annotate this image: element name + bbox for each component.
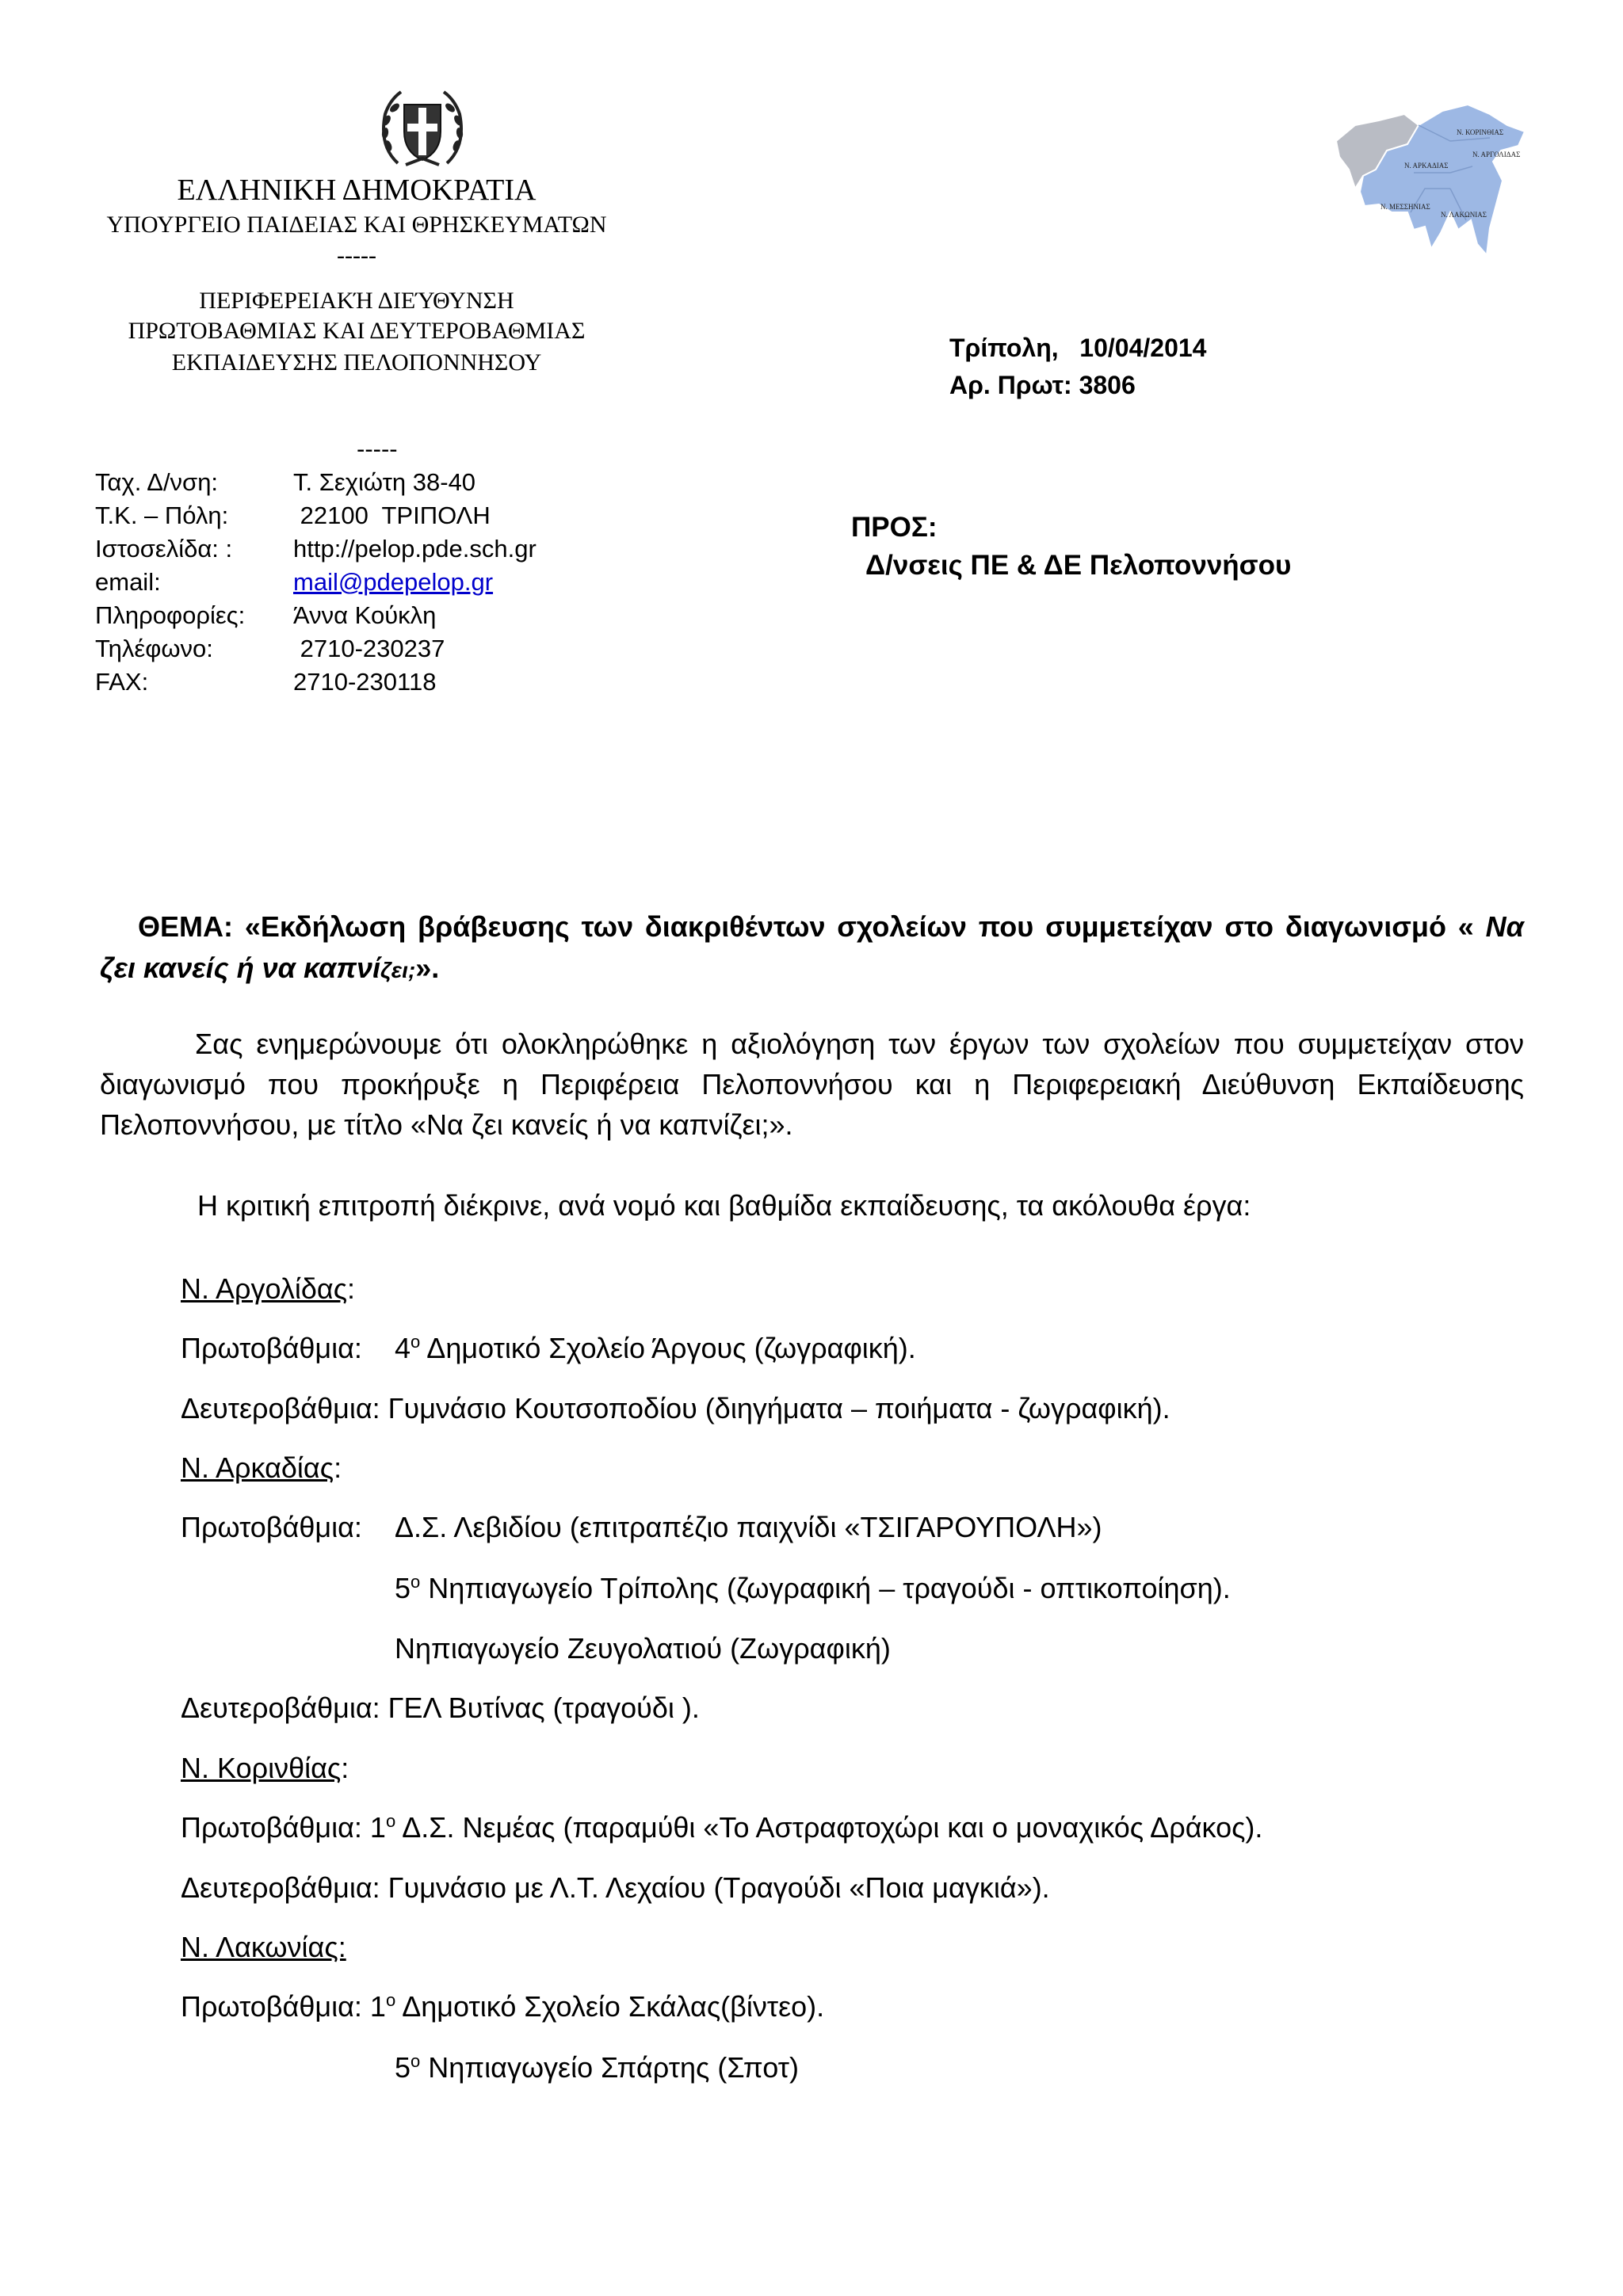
arkadia-primary-1: Δ.Σ. Λεβιδίου (επιτραπέζιο παιχνίδι «ΤΣΙΓΑΡΟΥΠΟΛΗ»): [395, 1511, 1102, 1543]
contact-email-link[interactable]: mail@pdepelop.gr: [293, 568, 494, 596]
contact-email-label: email:: [95, 568, 161, 596]
section-argolida-title: Ν. Αργολίδας: [181, 1272, 348, 1305]
arkadia-primary-2-num: 5: [395, 1572, 411, 1604]
map-label-messinia: Ν. ΜΕΣΣΗΝΙΑΣ: [1381, 203, 1430, 211]
section-arkadia-title: Ν. Αρκαδίας: [181, 1451, 334, 1484]
contact-fax-label: FAX:: [95, 668, 149, 696]
map-label-argolida: Ν. ΑΡΓΟΛΙΔΑΣ: [1472, 151, 1521, 158]
korinthia-primary-1-sup: ο: [385, 1811, 396, 1831]
section-argolida: [181, 1271, 355, 1307]
lakonia-primary-2-num: 5: [395, 2051, 411, 2084]
recipient-value: Δ/νσεις ΠΕ & ΔΕ Πελοποννήσου: [865, 550, 1292, 581]
body-paragraph-2: Η κριτική επιτροπή διέκρινε, ανά νομό και βαθμίδα εκπαίδευσης, τα ακόλουθα έργα:: [197, 1189, 1251, 1222]
protocol-value: 3806: [1079, 371, 1136, 399]
arkadia-primary-2-sup: ο: [411, 1572, 421, 1592]
protocol-label: Αρ. Πρωτ:: [949, 371, 1072, 399]
section-argolida-colon: :: [347, 1272, 356, 1305]
arkadia-secondary-label: Δευτεροβάθμια:: [181, 1691, 380, 1724]
argolida-primary-label: Πρωτοβάθμια:: [181, 1332, 362, 1364]
argolida-primary-1-sup: ο: [411, 1332, 421, 1352]
korinthia-secondary-label: Δευτεροβάθμια:: [181, 1871, 380, 1904]
map-label-lakonia: Ν. ΛΑΚΩΝΙΑΣ: [1441, 211, 1487, 219]
subject-text-e: ».: [415, 952, 440, 984]
arkadia-primary-label: Πρωτοβάθμια:: [181, 1511, 362, 1543]
section-lakonia: [181, 1929, 346, 1966]
contact-website-value: http://pelop.pde.sch.gr: [293, 535, 537, 563]
arkadia-primary-2: [395, 1570, 1231, 1607]
header-directorate-2: ΠΡΩΤΟΒΑΘΜΙΑΣ ΚΑΙ ΔΕΥΤΕΡΟΒΑΘΜΙΑΣ: [128, 318, 586, 344]
section-korinthia: [181, 1750, 349, 1787]
subject-block: [100, 906, 1524, 991]
subject-text-d: ζει;: [380, 958, 416, 982]
contact-phone-label: Τηλέφωνο:: [95, 635, 213, 662]
protocol-line: [949, 368, 1136, 402]
korinthia-secondary-1: Γυμνάσιο με Λ.Τ. Λεχαίου (Τραγούδι «Ποια μαγκιά»).: [388, 1871, 1050, 1904]
subject-line: [100, 906, 1524, 991]
lakonia-primary-label: Πρωτοβάθμια:: [181, 1990, 362, 2023]
argolida-secondary-1: Γυμνάσιο Κουτσοποδίου (διηγήματα – ποιήματα - ζωγραφική).: [388, 1392, 1170, 1425]
subject-label: ΘΕΜΑ:: [138, 910, 233, 943]
lakonia-primary-2-sup: ο: [411, 2051, 421, 2071]
arkadia-secondary: [181, 1690, 700, 1726]
argolida-secondary-label: Δευτεροβάθμια:: [181, 1392, 380, 1425]
contact-info-value: Άννα Κούκλη: [293, 601, 437, 629]
subject-text-a: «Εκδήλωση βράβευσης των διακριθέντων σχολείων που συμμετείχαν στο διαγωνισμό «: [244, 910, 1474, 943]
arkadia-secondary-1: ΓΕΛ Βυτίνας (τραγούδι ).: [388, 1691, 700, 1724]
subject-text-b: Να: [1485, 910, 1524, 943]
header-directorate-1: ΠΕΡΙΦΕΡΕΙΑΚΉ ΔΙΕΎΘΥΝΣΗ: [199, 288, 514, 314]
contact-address-value: Τ. Σεχιώτη 38-40: [293, 468, 476, 496]
header-separator: -----: [337, 242, 376, 269]
peloponnese-map: [1331, 93, 1529, 268]
korinthia-primary-1-text: Δ.Σ. Νεμέας (παραμύθι «Το Αστραφτοχώρι και ο μοναχικός Δράκος).: [395, 1811, 1263, 1844]
section-arkadia-colon: :: [334, 1451, 342, 1484]
map-label-korinthia: Ν. ΚΟΡΙΝΘΙΑΣ: [1457, 128, 1504, 136]
section-arkadia: [181, 1450, 342, 1486]
arkadia-primary-2-text: Νηπιαγωγείο Τρίπολης (ζωγραφική – τραγούδι - οπτικοποίηση).: [420, 1572, 1231, 1604]
header-republic: ΕΛΛΗΝΙΚΗ ΔΗΜΟΚΡΑΤΙΑ: [177, 174, 537, 207]
argolida-primary-1-text: Δημοτικό Σχολείο Άργους (ζωγραφική).: [420, 1332, 916, 1364]
contact-fax-value: 2710-230118: [293, 668, 437, 696]
date-value: 10/04/2014: [1079, 334, 1207, 362]
lakonia-primary-1-sup: ο: [385, 1990, 396, 2010]
lakonia-primary-1-num: 1: [369, 1990, 386, 2023]
korinthia-primary-label: Πρωτοβάθμια:: [181, 1811, 362, 1844]
section-lakonia-title: Ν. Λακωνίας:: [181, 1931, 346, 1963]
contact-separator: -----: [357, 435, 398, 463]
argolida-primary-1: [395, 1330, 916, 1367]
contact-city-value: 22100 ΤΡΙΠΟΛΗ: [293, 502, 491, 529]
contact-website-label: Ιστοσελίδα: :: [95, 535, 233, 563]
korinthia-primary-1-num: 1: [369, 1811, 386, 1844]
arkadia-primary-3: Νηπιαγωγείο Ζευγολατιού (Ζωγραφική): [395, 1632, 891, 1665]
contact-info-label: Πληροφορίες:: [95, 601, 246, 629]
recipient-label: ΠΡΟΣ:: [851, 512, 938, 543]
body-paragraph-1: Σας ενημερώνουμε ότι ολοκληρώθηκε η αξιολόγηση των έργων των σχολείων που συμμετείχαν στον διαγωνισμό που προκήρυξε η Περιφέρεια Πελοποννήσου και η Περιφερειακή Διεύθυνση Εκπαίδευσης Πελοποννήσου, με τίτλο «Να ζει κανείς ή να καπνίζει;».: [100, 1028, 1524, 1141]
header-directorate-3: ΕΚΠΑΙΔΕΥΣΗΣ ΠΕΛΟΠΟΝΝΗΣΟΥ: [171, 349, 542, 376]
subject-text-c: ζει κανείς ή να καπνί: [100, 952, 380, 984]
argolida-secondary: [181, 1390, 1170, 1427]
section-korinthia-colon: :: [341, 1752, 349, 1784]
korinthia-primary: [181, 1810, 1262, 1846]
map-label-arkadia: Ν. ΑΡΚΑΔΙΑΣ: [1404, 162, 1449, 170]
lakonia-primary-2-text: Νηπιαγωγείο Σπάρτης (Σποτ): [420, 2051, 799, 2084]
section-korinthia-title: Ν. Κορινθίας: [181, 1752, 342, 1784]
korinthia-secondary: [181, 1870, 1050, 1906]
contact-phone-value: 2710-230237: [293, 635, 445, 662]
date-label: Τρίπολη,: [949, 334, 1059, 362]
contact-city-label: Τ.Κ. – Πόλη:: [95, 502, 229, 529]
greek-emblem-icon: [374, 82, 471, 171]
argolida-primary-1-num: 4: [395, 1332, 411, 1364]
lakonia-primary-2: [395, 2050, 799, 2086]
header-ministry: ΥΠΟΥΡΓΕΙΟ ΠΑΙΔΕΙΑΣ ΚΑΙ ΘΡΗΣΚΕΥΜΑΤΩΝ: [106, 212, 607, 238]
lakonia-primary: [181, 1989, 824, 2025]
contact-address-label: Ταχ. Δ/νση:: [95, 468, 219, 496]
lakonia-primary-1-text: Δημοτικό Σχολείο Σκάλας(βίντεο).: [395, 1990, 825, 2023]
date-line: [949, 331, 1206, 364]
